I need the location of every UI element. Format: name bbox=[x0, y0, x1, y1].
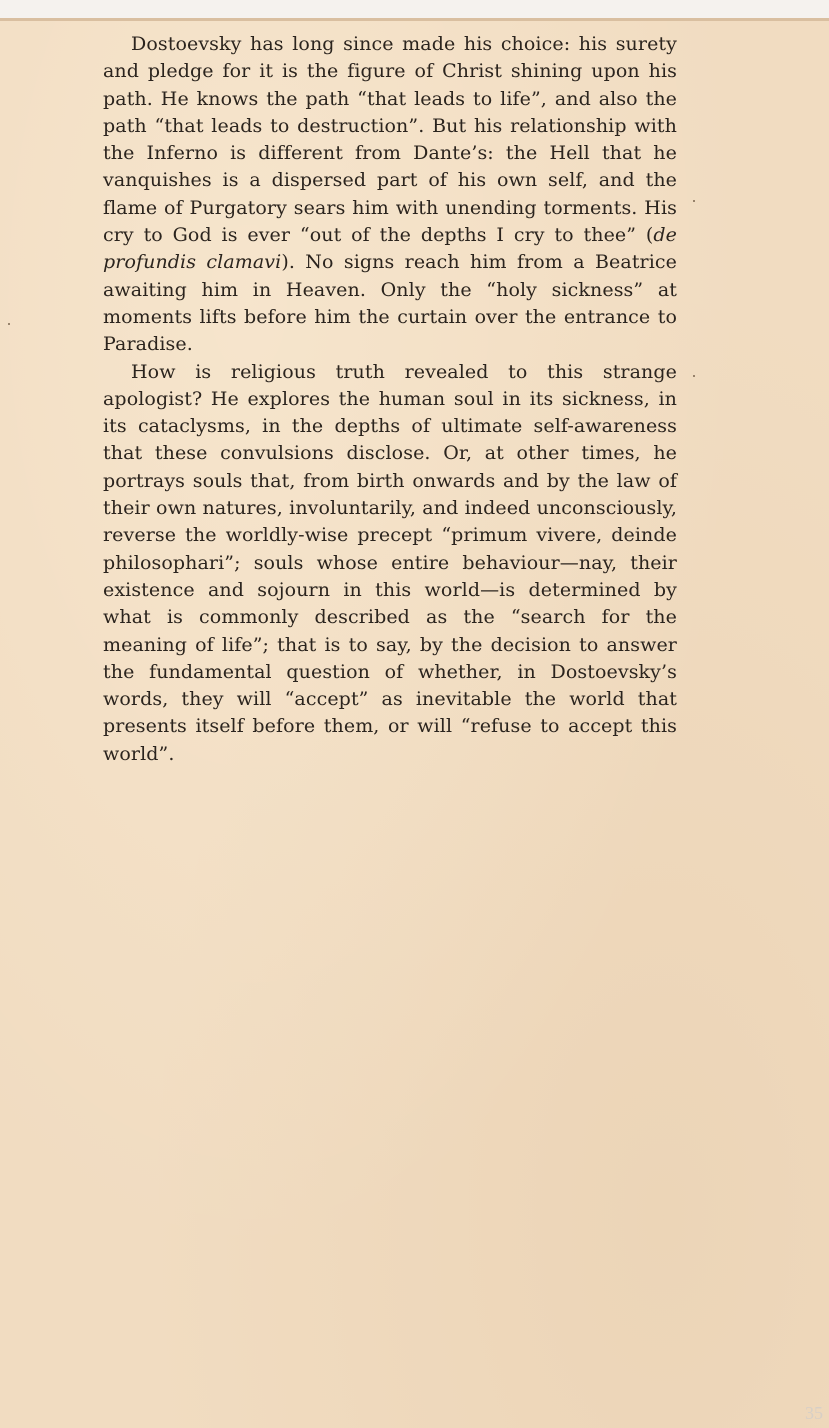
paragraph-1 bbox=[103, 31, 677, 359]
page-number: 35 bbox=[805, 1403, 823, 1423]
paper-speck bbox=[8, 323, 10, 325]
paragraph-1-text-end: ). No signs reach him from a Beatrice awaiting him in Heaven. Only the “holy sickness” at moments lifts before him the curtain over the entrance to Paradise. bbox=[103, 251, 678, 356]
paragraph-1-text-start: Dostoevsky has long since made his choice: his surety and pledge for it is the figure of Christ shining upon his path. He knows the path “that leads to life”, and also the path “that leads to destruction”. But his relationship with the Inferno is different from Dante’s: the Hell that he vanquishes is a dispersed part of his own self, and the flame of Purgatory sears him with unending torments. His cry to God is ever “out of the depths I cry to thee” ( bbox=[103, 33, 677, 247]
latin-phrase: de profundis clamavi bbox=[103, 224, 677, 274]
paper-speck bbox=[693, 375, 695, 377]
body-text bbox=[103, 31, 677, 768]
paper-speck bbox=[693, 200, 695, 202]
paragraph-2: How is religious truth revealed to this strange apologist? He explores the human soul in its sickness, in its cataclysms, in the depths of ultimate self-awareness that these convulsions disclose. Or, at other times, he portrays souls that, from birth onwards and by the law of their own natures, involuntarily, and indeed unconsciously, reverse the worldly-wise precept “primum vivere, deinde philosophari”; souls whose entire behaviour—nay, their existence and sojourn in this world—is determined by what is commonly described as the “search for the meaning of life”; that is to say, by the decision to answer the fundamental question of whether, in Dostoevsky’s words, they will “accept” as inevitable the world that presents itself before them, or will “refuse to accept this world”. bbox=[103, 360, 677, 765]
document-page bbox=[0, 18, 829, 1428]
